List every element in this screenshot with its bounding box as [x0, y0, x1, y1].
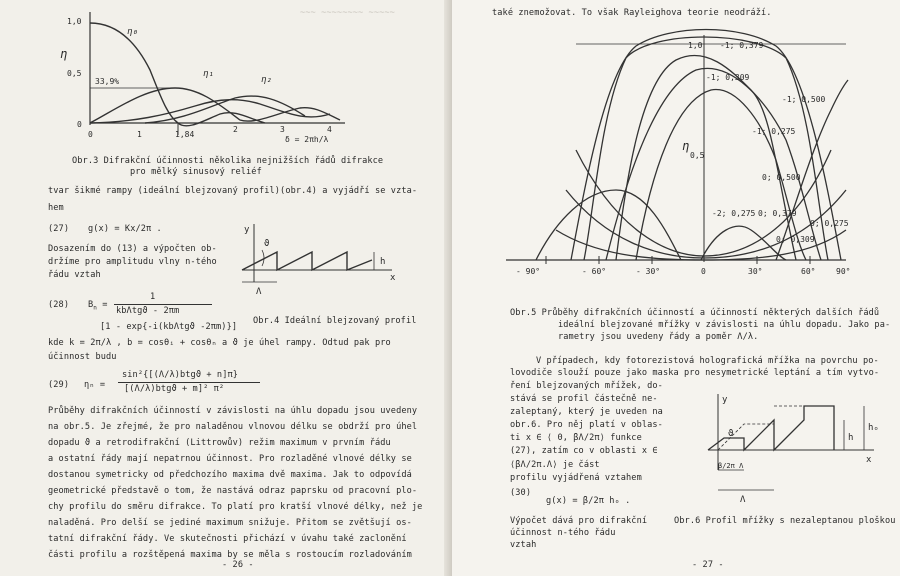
para-narrow-7: ⟨βΛ/2π.Λ⟩ je část: [510, 460, 600, 470]
body-line-5: dostanou symetricky od předchozího maxima dvě maxima. Jak to odpovídá: [48, 470, 412, 480]
fig4-x-label: x: [390, 273, 396, 283]
eq28-lhs-B: B: [88, 300, 94, 310]
fig6-x-label: x: [866, 455, 872, 465]
label-eta2: η₂: [261, 75, 272, 85]
fig6-y-label: y: [722, 395, 728, 405]
figure-3-plot: [55, 10, 355, 150]
x-tick-1: 1: [137, 130, 142, 139]
para-narrow-2: stává se profil částečně ne-: [510, 394, 658, 404]
label-eta1: η₁: [203, 69, 214, 79]
eq28-frac-den: kbΛtgϑ - 2πm: [116, 306, 180, 316]
fig6-beta-label: β/2π Λ: [718, 462, 744, 470]
y-axis-label: η: [60, 47, 68, 61]
fig6-caption: Obr.6 Profil mřížky s nezaleptanou ploškou: [674, 516, 896, 526]
para-narrow-8: profilu vyjádřená vztahem: [510, 473, 642, 483]
eq29-number: (29): [48, 380, 70, 390]
para-full-2: lovodiče slouží pouze jako maska pro nesymetrické leptání a tím vytvo-: [510, 368, 880, 378]
body-line-2: na obr.5. Je zřejmé, že pro naladěnou vlnovou délku se obdrží pro úhel: [48, 422, 418, 432]
right-page: [452, 0, 900, 576]
curve-minus1-309: [616, 55, 796, 260]
eq30-number: (30): [510, 488, 532, 498]
fig5-label-2: -1; 0,309: [706, 73, 750, 82]
para-narrow-1: ření blejzovaných mřížek, do-: [510, 381, 663, 391]
para1-line2: hem: [48, 203, 64, 213]
fig5-label-7: 0; 0,379: [758, 209, 797, 218]
body-line-9: tatní difrakční řády. Ve skutečnosti přichází v úvahu také zaclonění: [48, 534, 407, 544]
eq29-lhs: ηₙ =: [84, 380, 106, 390]
body-line-10: části profilu a rozštěpená maxima by se měla s rostoucím rozladováním: [48, 550, 412, 560]
body-line-7: chy profilu do směru difrakce. To platí pro kratší vlnové délky, než je: [48, 502, 423, 512]
x-tick-2: 2: [233, 125, 238, 134]
body-line-3: dopadu ϑ a retrodifrakční (Littrowův) režim maximum v prvním řádu: [48, 438, 391, 448]
fig6-theta-label: ϑ: [728, 429, 734, 439]
fig5-x-tick-90: 90°: [836, 267, 851, 276]
bleed-through-text: ~~~ ~~~~~~~~ ~~~~~: [300, 8, 395, 18]
eq29-numerator: sin²{[(Λ/λ)btgϑ + n]π}: [122, 370, 239, 380]
curve-right-spike: [776, 80, 848, 260]
y-tick-1: 1,0: [67, 17, 82, 26]
fig5-label-6: -2; 0,275: [712, 209, 756, 218]
fig5-label-8: 0; 0,309: [776, 235, 815, 244]
line-k1: kde k = 2π/λ , b = cosθᵢ + cosθₙ a ϑ je úhel rampy. Odtud pak pro: [48, 338, 391, 348]
right-page-number: - 27 -: [692, 560, 724, 570]
x-tick-0: 0: [88, 130, 93, 139]
figure-4-profile: [232, 222, 402, 302]
fig5-y-tick-1: 1,0: [688, 41, 703, 50]
body-line-4: a ostatní řády mají nepatrnou účinnost. Pro rozladěné vlnové délky se: [48, 454, 412, 464]
x-axis-label: δ = 2πh/λ: [285, 135, 329, 144]
fig4-lambda-label: Λ: [256, 287, 262, 297]
fig5-x-tick-m90: - 90°: [516, 267, 541, 276]
para-narrow-3: zaleptaný, který je uveden na: [510, 407, 663, 417]
fig6-h-label: h: [848, 433, 854, 443]
eq28-lhs: $B_n$ =: [88, 300, 108, 312]
y-tick-05: 0,5: [67, 69, 82, 78]
fig4-sawtooth: [242, 252, 372, 270]
fig5-x-tick-60: 60°: [801, 267, 816, 276]
fig5-x-tick-m30: - 30°: [636, 267, 661, 276]
fig4-h-label: h: [380, 257, 386, 267]
label-eta0: η₀: [127, 27, 138, 37]
eq29-denominator: [(Λ/λ)btgϑ + m]² π²: [124, 384, 225, 394]
para-narrow-5: ti x ∈ ⟨ 0, βΛ/2π⟩ funkce: [510, 433, 642, 443]
eq28-fraction-bar: [114, 304, 212, 305]
eq27: g(x) = Kx/2π .: [88, 224, 162, 234]
fig5-caption-3: rametry jsou uvedeny řády a poměr Λ/λ.: [558, 332, 759, 342]
bottom-left-1: Výpočet dává pro difrakční: [510, 516, 648, 526]
fig6-profile-line: [708, 406, 834, 450]
fig4-theta-label: ϑ: [264, 239, 270, 249]
bottom-left-3: vztah: [510, 540, 537, 550]
eq27-number: (27): [48, 224, 70, 234]
fig5-caption-2: ideální blejzované mřížky v závislosti na úhlu dopadu. Jako pa-: [558, 320, 891, 330]
bottom-left-2: účinnost n-tého řádu: [510, 528, 616, 538]
body-line-1: Průběhy difrakčních účinností v závislosti na úhlu dopadu jsou uvedeny: [48, 406, 418, 416]
x-tick-184: 1,84: [175, 130, 195, 139]
eq28-lhs-sub: n: [93, 304, 97, 312]
para1-line1: tvar šikmé rampy (ideální blejzovaný profil)(obr.4) a vyjádří se vzta-: [48, 186, 418, 196]
fig4-angle-arc: [262, 250, 264, 266]
fig5-y-label: η: [682, 139, 690, 153]
x-tick-3: 3: [280, 125, 285, 134]
body-line-6: geometrické představě o tom, že nastává odraz paprsku od pracovní plo-: [48, 486, 418, 496]
fig5-x-tick-30: 30°: [748, 267, 763, 276]
left-page-number: - 26 -: [222, 560, 254, 570]
para-narrow-6: (27), zatím co v oblasti x ∈: [510, 446, 658, 456]
para-narrow-4: obr.6. Pro něj platí v oblas-: [510, 420, 663, 430]
eq28-bracket: [1 - exp{-i(kbΛtgϑ -2πm)}]: [100, 322, 238, 332]
fig5-x-tick-m60: - 60°: [582, 267, 607, 276]
eq29-fraction-bar: [118, 382, 260, 383]
fig5-caption-1: Obr.5 Průběhy difrakčních účinností a účinností některých dalších řádů: [510, 308, 880, 318]
fig6-lambda-label: Λ: [740, 495, 746, 505]
fig4-caption: Obr.4 Ideální blejzovaný profil: [253, 316, 417, 326]
right-top-line: také znemožovat. To však Rayleighova teorie neodráží.: [492, 8, 772, 18]
eq28-number: (28): [48, 300, 70, 310]
body-line-8: naladěná. Pro delší se jediné maximum snižuje. Přitom se zvětšují os-: [48, 518, 412, 528]
fig6-h0-label: hₒ: [868, 423, 879, 433]
line-k2: účinnost budu: [48, 352, 117, 362]
fig5-y-tick-05: 0,5: [690, 151, 705, 160]
figure-6-profile: [704, 390, 884, 510]
fig3-caption-1: Obr.3 Difrakční účinnosti několika nejnižších řádů difrakce: [72, 156, 384, 166]
fig5-label-1: -1; 0,379: [720, 41, 764, 50]
curve-outer-zero: [571, 30, 841, 261]
annotation-339: 33,9%: [95, 77, 120, 86]
fig3-curves: [90, 23, 340, 126]
fig4-y-label: y: [244, 225, 250, 235]
eq28-frac-num: 1: [150, 292, 156, 302]
fig5-label-3: -1; 0,500: [782, 95, 826, 104]
eq30: g(x) = β/2π hₒ .: [546, 496, 631, 506]
para2-line2: držíme pro amplitudu vlny n-tého: [48, 257, 217, 267]
fig3-caption-2: pro mělký sinusový reliéf: [130, 167, 262, 177]
fig5-x-tick-0: 0: [701, 267, 706, 276]
fig5-curves: [536, 30, 848, 261]
fig5-label-9: 0; 0,275: [810, 219, 849, 228]
para2-line3: řádu vztah: [48, 270, 101, 280]
fig6-dashed: [718, 406, 804, 450]
fig5-label-5: 0; 0,500: [762, 173, 801, 182]
figure-5-plot: [476, 30, 856, 280]
para-full-1: V případech, kdy fotorezistová holografická mřížka na povrchu po-: [536, 356, 879, 366]
x-tick-4: 4: [327, 125, 332, 134]
para2-line1: Dosazením do (13) a výpočten ob-: [48, 244, 217, 254]
fig5-label-4: -1; 0,275: [752, 127, 796, 136]
y-tick-0: 0: [77, 120, 82, 129]
